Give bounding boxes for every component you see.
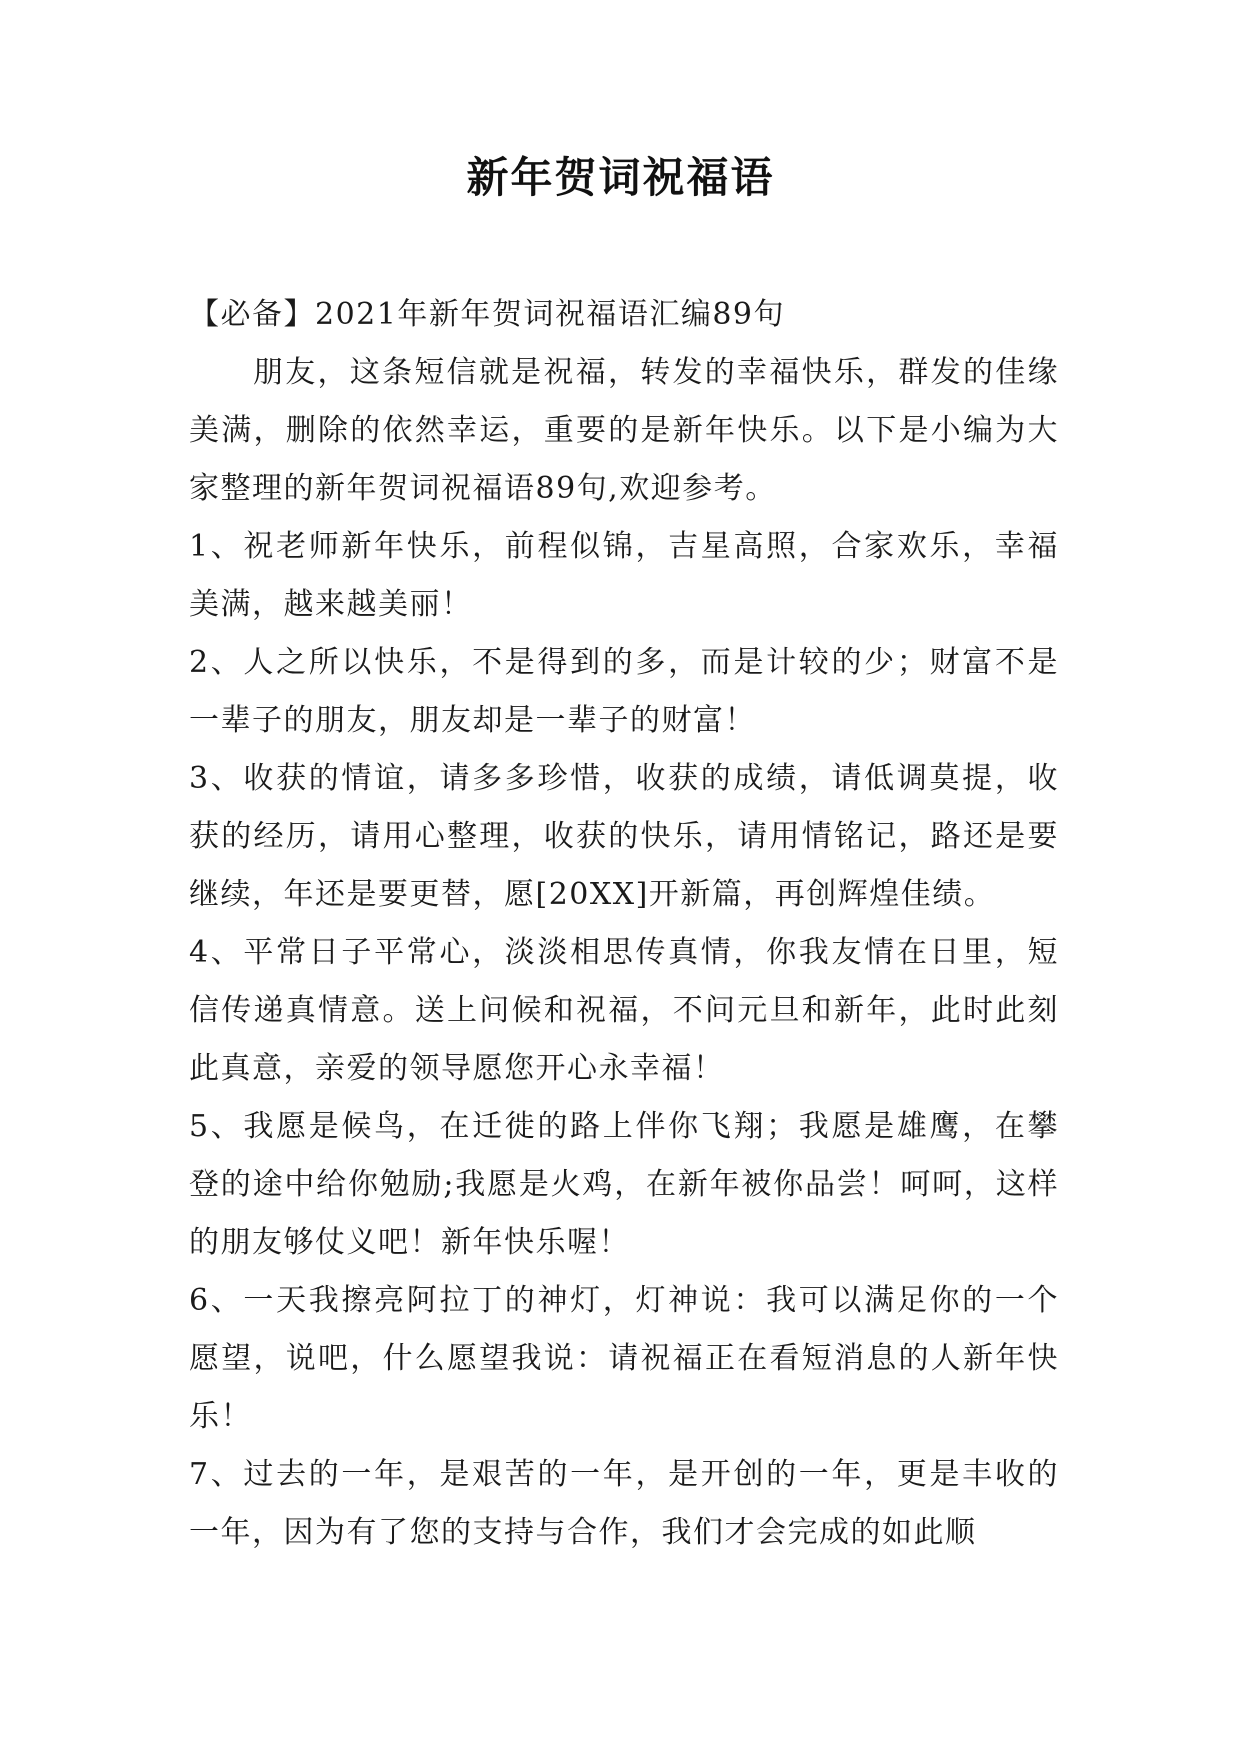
list-item: 2、人之所以快乐，不是得到的多，而是计较的少；财富不是一辈子的朋友，朋友却是一辈子的财富！: [189, 645, 1059, 738]
list-item: 5、我愿是候鸟，在迁徙的路上伴你飞翔；我愿是雄鹰，在攀登的途中给你勉励;我愿是火鸡，在新年被你品尝！呵呵，这样的朋友够仗义吧！新年快乐喔！: [189, 1109, 1059, 1260]
document-title: 新年贺词祝福语: [466, 153, 775, 202]
document-subtitle: 【必备】2021年新年贺词祝福语汇编89句: [189, 297, 786, 332]
intro-paragraph: 朋友，这条短信就是祝福，转发的幸福快乐，群发的佳缘美满，删除的依然幸运，重要的是新年快乐。以下是小编为大家整理的新年贺词祝福语89句,欢迎参考。: [189, 355, 1059, 506]
list-item: 6、一天我擦亮阿拉丁的神灯，灯神说：我可以满足你的一个愿望，说吧，什么愿望我说：请祝福正在看短消息的人新年快乐！: [189, 1283, 1059, 1434]
list-item: 4、平常日子平常心，淡淡相思传真情，你我友情在日里，短信传递真情意。送上问候和祝福，不问元旦和新年，此时此刻此真意，亲爱的领导愿您开心永幸福！: [189, 935, 1059, 1086]
list-item: 1、祝老师新年快乐，前程似锦，吉星高照，合家欢乐，幸福美满，越来越美丽！: [189, 529, 1059, 622]
list-item: 3、收获的情谊，请多多珍惜，收获的成绩，请低调莫提，收获的经历，请用心整理，收获的快乐，请用情铭记，路还是要继续，年还是要更替，愿[20XX]开新篇，再创辉煌佳绩。: [189, 761, 1059, 912]
list-item: 7、过去的一年，是艰苦的一年，是开创的一年，更是丰收的一年，因为有了您的支持与合作，我们才会完成的如此顺: [189, 1457, 1059, 1550]
document-body: [189, 286, 1059, 1562]
